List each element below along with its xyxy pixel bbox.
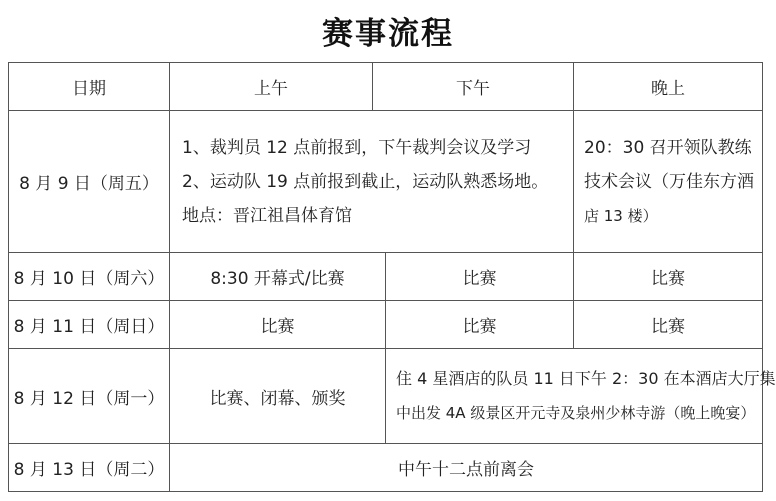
meeting-line-3: 店 13 楼） bbox=[584, 206, 658, 225]
referee-checkin-line: 1、裁判员 12 点前报到，下午裁判会议及学习 bbox=[182, 137, 532, 158]
row-rest-aug12 bbox=[385, 348, 776, 444]
venue-line: 地点：晋江祖昌体育馆 bbox=[182, 205, 352, 226]
header-afternoon: 下午 bbox=[372, 62, 574, 111]
header-date: 日期 bbox=[8, 62, 170, 111]
excursion-line-1: 住 4 星酒店的队员 11 日下午 2：30 在本酒店大厅集 bbox=[396, 369, 776, 388]
row-date-aug10: 8 月 10 日（周六） bbox=[8, 252, 170, 301]
row-morning-aug10: 8:30 开幕式/比赛 bbox=[169, 252, 386, 301]
excursion-line-2: 中出发 4A 级景区开元寺及泉州少林寺游（晚上晚宴） bbox=[396, 404, 756, 422]
header-evening: 晚上 bbox=[573, 62, 763, 111]
meeting-line-2: 技术会议（万佳东方酒 bbox=[584, 171, 754, 192]
meeting-line-1: 20：30 召开领队教练 bbox=[584, 137, 752, 158]
row-date-aug13: 8 月 13 日（周二） bbox=[8, 443, 170, 492]
row-day-aug9 bbox=[169, 110, 574, 253]
header-morning: 上午 bbox=[169, 62, 373, 111]
row-date-aug11: 8 月 11 日（周日） bbox=[8, 300, 170, 349]
team-checkin-line: 2、运动队 19 点前报到截止，运动队熟悉场地。 bbox=[182, 171, 549, 192]
row-morning-aug11: 比赛 bbox=[169, 300, 386, 349]
row-date-aug12: 8 月 12 日（周一） bbox=[8, 348, 170, 444]
page-title: 赛事流程 bbox=[322, 16, 454, 52]
row-evening-aug10: 比赛 bbox=[573, 252, 763, 301]
row-afternoon-aug11: 比赛 bbox=[385, 300, 574, 349]
row-morning-aug12: 比赛、闭幕、颁奖 bbox=[169, 348, 386, 444]
row-date-aug9: 8 月 9 日（周五） bbox=[8, 110, 170, 253]
row-afternoon-aug10: 比赛 bbox=[385, 252, 574, 301]
row-evening-aug9 bbox=[573, 110, 763, 253]
row-evening-aug11: 比赛 bbox=[573, 300, 763, 349]
row-rest-aug13: 中午十二点前离会 bbox=[169, 443, 763, 492]
